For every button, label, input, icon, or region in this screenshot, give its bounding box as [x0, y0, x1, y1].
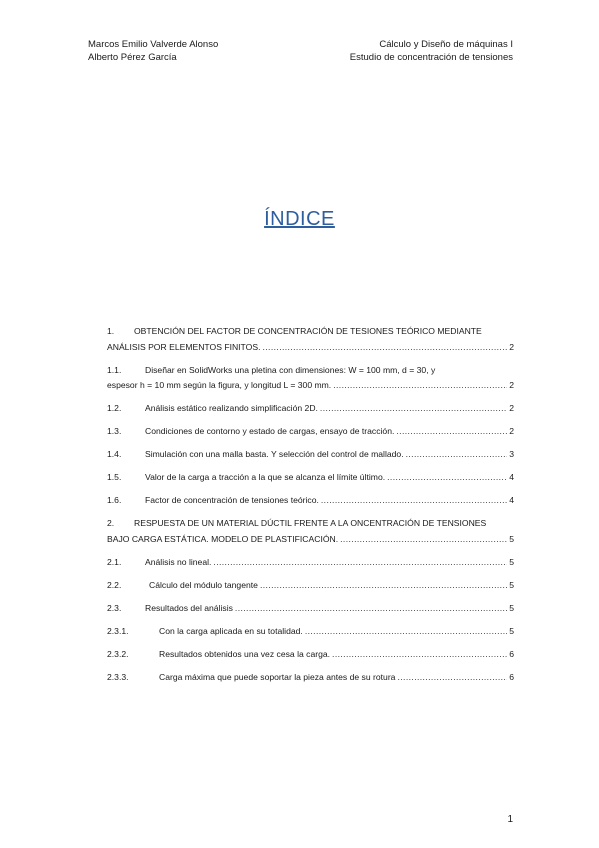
dot-leader	[387, 470, 507, 486]
toc-entry-number: 1.6.	[107, 495, 122, 505]
toc-entry-title: OBTENCIÓN DEL FACTOR DE CONCENTRACIÓN DE TESIONES TEÓRICO MEDIANTE	[134, 326, 482, 336]
toc-entry[interactable]	[107, 363, 514, 394]
toc-entry-page: 2	[509, 380, 514, 390]
header-course-info	[350, 38, 513, 64]
toc-entry-number: 1.3.	[107, 426, 122, 436]
toc-entry-title: Simulación con una malla basta. Y selección del control de mallado.	[145, 449, 404, 459]
toc-entry-title: Condiciones de contorno y estado de cargas, ensayo de tracción.	[145, 426, 395, 436]
toc-entry[interactable]	[107, 624, 514, 640]
toc-entry[interactable]	[107, 447, 514, 463]
toc-entry[interactable]	[107, 493, 514, 509]
toc-entry-number: 1.2.	[107, 403, 122, 413]
toc-entry-title: Valor de la carga a tracción a la que se alcanza el límite último.	[145, 472, 386, 482]
toc-entry-page: 3	[509, 449, 514, 459]
dot-leader	[406, 447, 508, 463]
toc-entry[interactable]	[107, 601, 514, 617]
dot-leader	[396, 424, 507, 440]
dot-leader	[305, 624, 507, 640]
dot-leader	[321, 493, 507, 509]
table-of-contents	[107, 324, 514, 693]
dot-leader	[333, 378, 507, 394]
toc-entry[interactable]	[107, 516, 514, 547]
toc-entry-title-cont: espesor h = 10 mm según la figura, y longitud L = 300 mm.	[107, 380, 332, 390]
toc-entry-number: 1.4.	[107, 449, 122, 459]
toc-entry-page: 5	[509, 625, 514, 636]
dot-leader	[235, 601, 507, 617]
document-subject: Estudio de concentración de tensiones	[349, 52, 513, 63]
toc-entry-number: 1.	[107, 326, 115, 336]
toc-entry-title: Análisis estático realizando simplificación 2D.	[145, 403, 318, 413]
dot-leader	[213, 555, 507, 571]
toc-entry-title: Diseñar en SolidWorks una pletina con dimensiones: W = 100 mm, d = 30, y	[145, 364, 436, 375]
author-2: Alberto Pérez García	[88, 52, 177, 63]
toc-entry-title: RESPUESTA DE UN MATERIAL DÚCTIL FRENTE A LA ONCENTRACIÓN DE TENSIONES	[134, 518, 487, 528]
toc-entry-page: 2	[509, 426, 514, 436]
toc-entry-title: Factor de concentración de tensiones teórico.	[145, 495, 319, 505]
toc-entry-number: 2.3.3.	[107, 671, 129, 682]
dot-leader	[320, 401, 507, 417]
header-authors	[88, 38, 218, 64]
toc-entry-page: 5	[509, 533, 514, 544]
toc-entry-number: 2.2.	[107, 579, 122, 590]
toc-entry-page: 6	[509, 648, 514, 659]
toc-entry-number: 2.3.2.	[107, 648, 129, 659]
toc-entry-title: Cálculo del módulo tangente	[149, 579, 258, 590]
toc-entry-title: Análisis no lineal.	[145, 556, 212, 567]
toc-entry-page: 5	[509, 556, 514, 567]
toc-entry-title: Con la carga aplicada en su totalidad.	[159, 625, 303, 636]
toc-entry-number: 2.1.	[107, 556, 122, 567]
toc-entry-page: 2	[509, 403, 514, 413]
toc-entry[interactable]	[107, 578, 514, 594]
page-title: ÍNDICE	[264, 208, 335, 230]
toc-entry-page: 2	[509, 341, 514, 352]
toc-entry-page: 4	[509, 495, 514, 505]
toc-entry[interactable]	[107, 670, 514, 686]
dot-leader	[332, 647, 507, 663]
toc-entry-number: 1.1.	[107, 364, 122, 375]
toc-entry-page: 5	[509, 579, 514, 590]
toc-entry[interactable]	[107, 555, 514, 571]
toc-entry-number: 1.5.	[107, 472, 122, 482]
toc-entry-number: 2.3.1.	[107, 625, 129, 636]
toc-entry[interactable]	[107, 470, 514, 486]
toc-entry-page: 4	[509, 472, 514, 482]
toc-entry[interactable]	[107, 647, 514, 663]
course-name: Cálculo y Diseño de máquinas I	[379, 39, 513, 50]
dot-leader	[262, 340, 507, 356]
toc-entry-title-cont: ANÁLISIS POR ELEMENTOS FINITOS.	[107, 341, 261, 352]
toc-entry-title: Resultados obtenidos una vez cesa la carga.	[159, 648, 331, 659]
toc-entry-title: Carga máxima que puede soportar la pieza antes de su rotura	[159, 671, 396, 682]
dot-leader	[397, 670, 507, 686]
toc-entry-page: 5	[509, 602, 514, 613]
author-1: Marcos Emilio Valverde Alonso	[88, 39, 219, 50]
toc-entry-title: Resultados del análisis	[145, 602, 233, 613]
toc-entry[interactable]	[107, 424, 514, 440]
toc-entry[interactable]	[107, 324, 514, 355]
toc-entry-number: 2.	[107, 518, 115, 528]
toc-entry-title-cont: BAJO CARGA ESTÁTICA. MODELO DE PLASTIFICACIÓN.	[107, 533, 339, 544]
toc-entry-number: 2.3.	[107, 602, 122, 613]
dot-leader	[260, 578, 507, 594]
dot-leader	[340, 532, 507, 548]
page-number: 1	[507, 814, 513, 825]
toc-entry[interactable]	[107, 401, 514, 417]
toc-entry-page: 6	[509, 671, 514, 682]
